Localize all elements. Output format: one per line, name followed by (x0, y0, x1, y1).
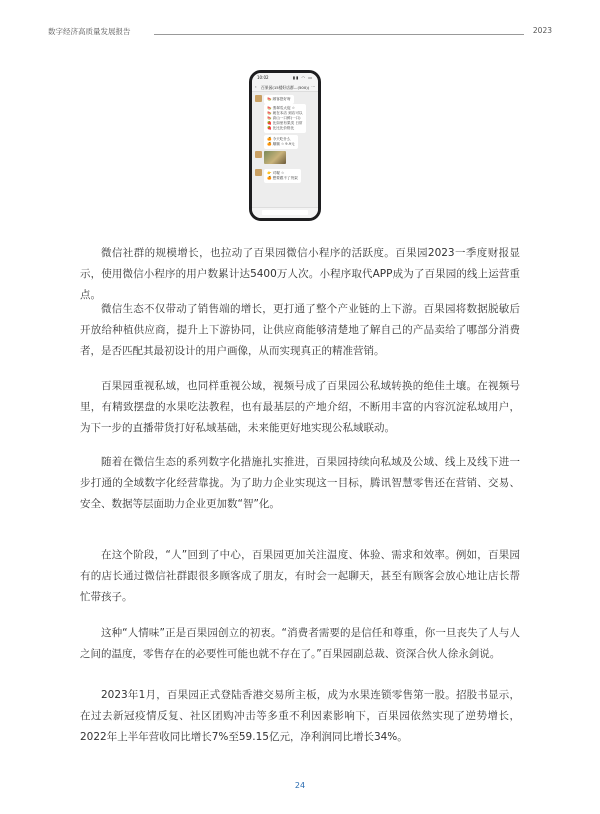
chat-input-bar (252, 207, 318, 218)
chat-message (255, 169, 301, 183)
report-year: 2023 (532, 26, 552, 35)
chat-message (255, 135, 298, 149)
chat-title: 百果园(15楼好店群...(500)) (261, 84, 310, 90)
avatar (255, 151, 262, 158)
avatar (255, 95, 262, 102)
phone-time: 10:02 (257, 75, 269, 80)
chat-message (255, 104, 306, 133)
chat-bubble: 🍊 今天吃什么 🍊 顺顺 ☆ 9.9元 (264, 135, 298, 149)
chat-input-field (262, 210, 308, 215)
chat-message (255, 151, 286, 164)
signal-battery-icon: ▮▮ ◠ ▭ (292, 75, 313, 80)
report-title: 数字经济高质量发展报告 (48, 27, 131, 36)
chat-photo (264, 151, 286, 164)
paragraph: 在这个阶段，“人”回到了中心，百果园更加关注温度、体验、需求和效率。例如，百果园有的店长通过微信社群跟很多顾客成了朋友，有时会一起聊天，甚至有顾客会放心地让店长帮忙带孩子。 (80, 549, 520, 603)
chat-message (255, 95, 294, 104)
paragraph: 微信社群的规模增长，也拉动了百果园微信小程序的活跃度。百果园2023一季度财报显示，使用微信小程序的用户数累计达5400万人次。小程序取代APP成为了百果园的线上运营重点。 (80, 247, 520, 301)
phone-screenshot (249, 70, 321, 221)
page-number: 24 (294, 781, 306, 790)
paragraph: 这种“人情味”正是百果园创立的初衷。“消费者需要的是信任和尊重，你一旦丧失了人与人之间的温度，零售存在的必要性可能也就不存在了。”百果园副总裁、资深合伙人徐永剑说。 (80, 627, 520, 660)
paragraph: 微信生态不仅带动了销售端的增长，更打通了整个产业链的上下游。百果园将数据脱敏后开放给种植供应商，提升上下游协同，让供应商能够清楚地了解自己的产品卖给了哪部分消费者，是否匹配其最初设计的用户画像，从而实现真正的精准营销。 (80, 303, 520, 357)
paragraph: 2023年1月，百果园正式登陆香港交易所主板，成为水果连锁零售第一股。招股书显示，在过去新冠疫情反复、社区团购冲击等多重不利因素影响下，百果园依然实现了逆势增长，2022年上半年营收同比增长7%至59.15亿元，净利润同比增长34%。 (80, 689, 520, 743)
avatar (255, 169, 262, 176)
paragraph: 百果园重视私域，也同样重视公域，视频号成了百果园公私域转换的绝佳土壤。在视频号里，有精致摆盘的水果吃法教程，也有最基层的产地介绍，不断用丰富的内容沉淀私域用户，为下一步的直播带货打好私域基础，未来能更好地实现公私域联动。 (80, 380, 520, 434)
chat-bubble: 👉 对喔 ☆ 🍊 想要跟不了货架 (264, 169, 301, 183)
chat-title-bar (252, 82, 318, 92)
paragraph: 随着在微信生态的系列数字化措施扎实推进，百果园持续向私域及公域、线上及线下进一步打通的全域数字化经营靠拢。为了助力企业实现这一目标，腾讯智慧零售还在营销、交易、安全、数据等层面助力企业更加数“智”化。 (80, 456, 520, 510)
header-divider (154, 34, 524, 35)
chat-bubble: 🍉 顾客您好呀 (264, 95, 294, 104)
chevron-left-icon: ‹ (255, 84, 257, 89)
page-header (48, 26, 552, 40)
chat-bubble: 🍉 翡翠瓜大促 ☆ 🍉 就在本店 到店可以 🍉 高山一口鲜(一口) 🍓 比如里有果类 日常 🍓 比比比价格比 (264, 104, 306, 133)
phone-status-bar (252, 73, 318, 82)
more-icon: ··· (311, 84, 315, 89)
